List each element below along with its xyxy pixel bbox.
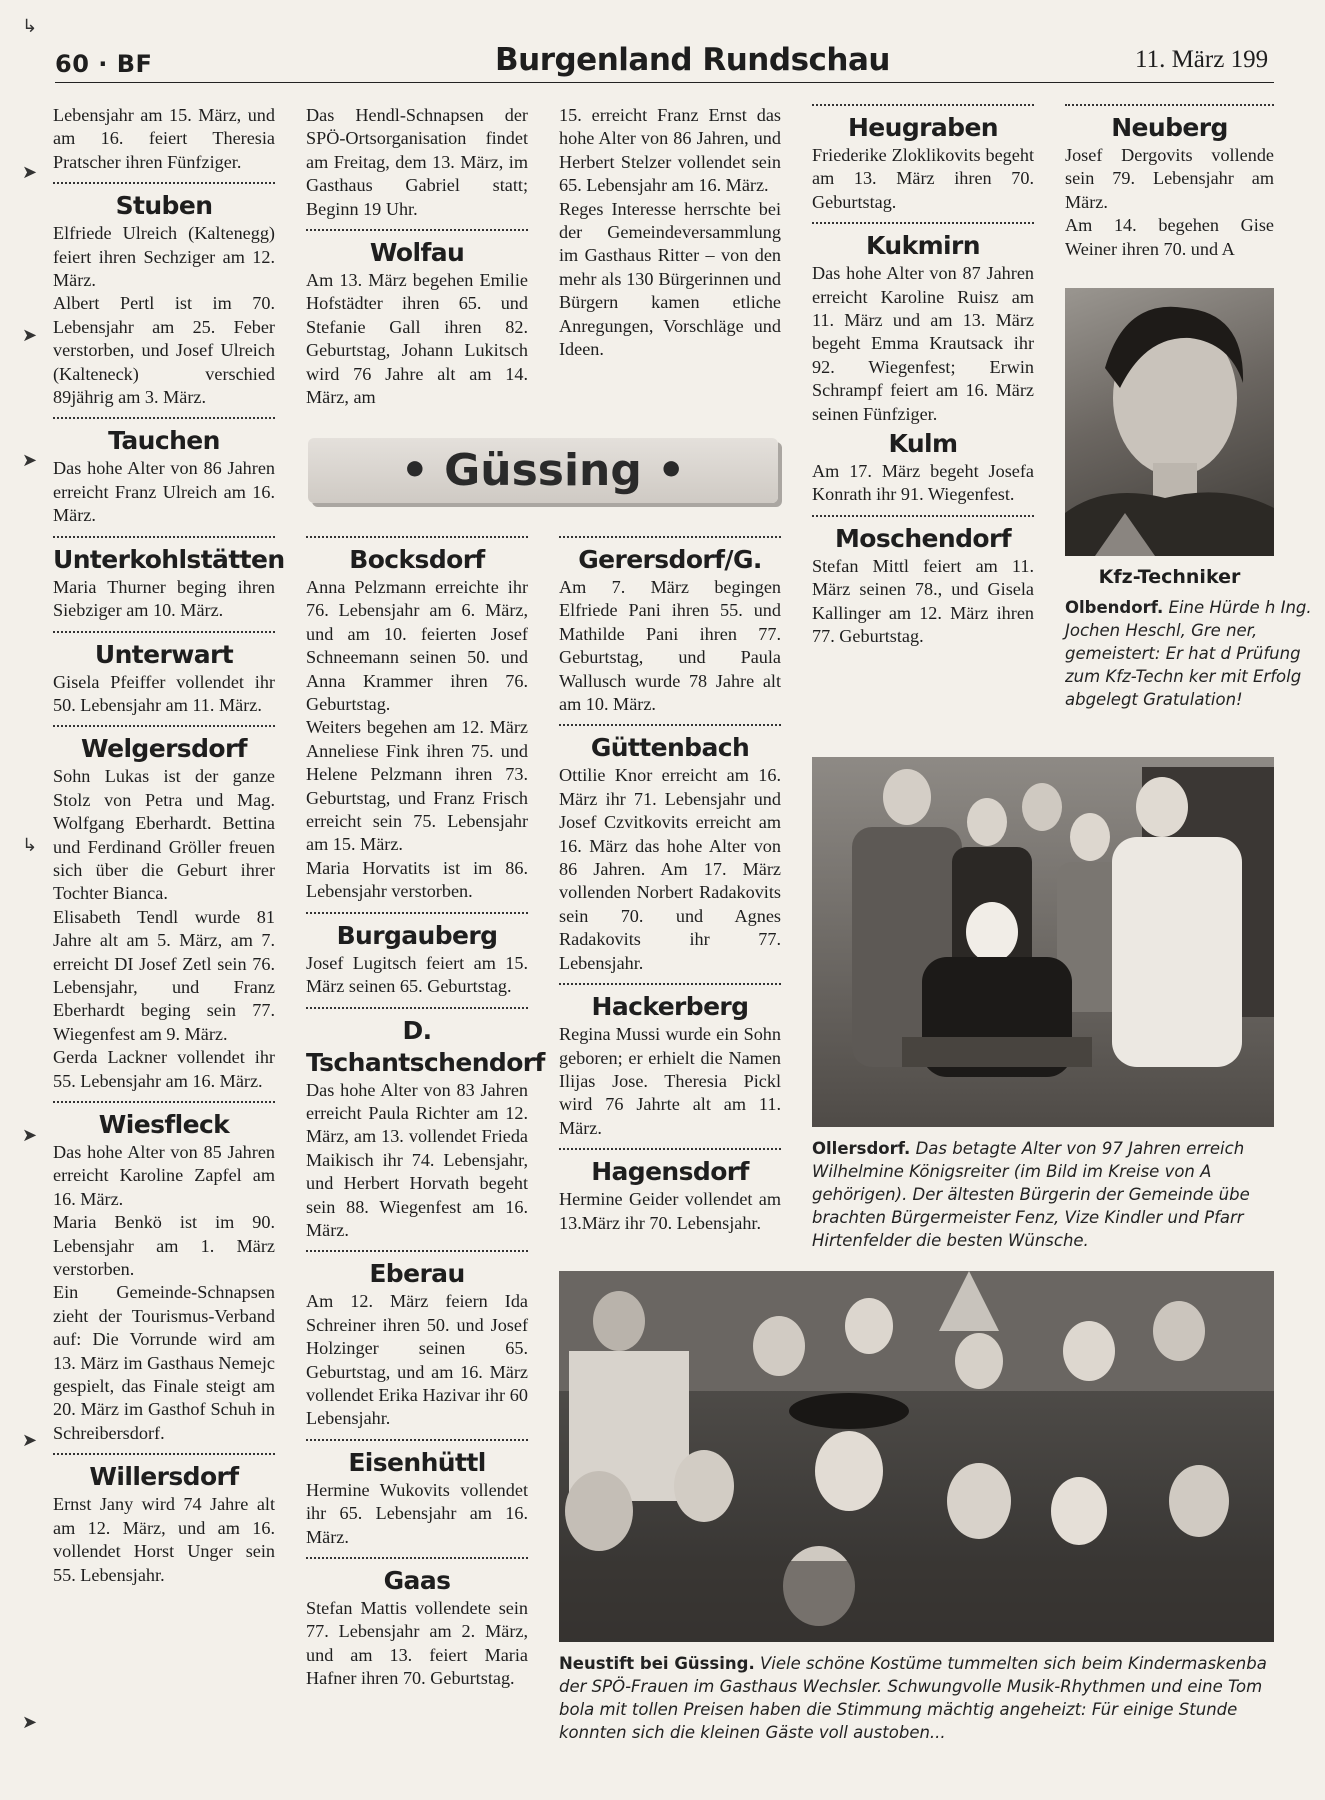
article-text: Josef Lugitsch feiert am 15. März seinen 65. Geburtstag.	[306, 952, 528, 997]
section-heading-bocksdorf: Bocksdorf	[306, 536, 528, 576]
article-text: Ernst Jany wird 74 Jahre alt am 12. März, und am 16. vollendet Horst Unger sein 55. Lebensjahr.	[53, 1494, 275, 1585]
hole-punch-mark-icon: ➤	[22, 162, 38, 183]
article-text: Friederike Zloklikovits begeht am 13. März ihren 70. Geburtstag.	[812, 145, 1034, 212]
article-text: Sohn Lukas ist der ganze Stolz von Petra und Mag. Wolfgang Eberhardt. Bettina und Ferdinand Gröller freuen sich über die Geburt ihrer Tochter Bianca.	[53, 766, 275, 904]
section-heading-tauchen: Tauchen	[53, 417, 275, 457]
article-text: Hermine Wukovits vollendet ihr 65. Lebensjahr am 16. März.	[306, 1479, 528, 1547]
article-text: Maria Benkö ist im 90. Lebensjahr am 1. März verstorben.	[53, 1212, 275, 1280]
caption-place: Olbendorf.	[1065, 598, 1164, 617]
photo-children-costume-party	[559, 1271, 1274, 1642]
issue-date: 11. März 199	[1135, 46, 1269, 73]
column-3	[559, 104, 781, 361]
section-heading-burgauberg: Burgauberg	[306, 912, 528, 952]
article-text: Hermine Geider vollendet am 13.März ihr 70. Lebensjahr.	[559, 1189, 781, 1233]
article-text: Regina Mussi wurde ein Sohn geboren; er erhielt die Namen Ilijas Jose. Theresia Pickl wird 76 Jahrte alt am 11. März.	[559, 1024, 781, 1138]
region-banner-guessing: • Güssing •	[308, 438, 778, 503]
caption-text: Eine Hürde h Ing. Jochen Heschl, Gre ner, gemeistert: Er hat d Prüfung zum Kfz-Techn ker mit Erfolg abgelegt Gratulation!	[1065, 598, 1312, 709]
caption-text: Das betagte Alter von 97 Jahren erreich Wilhelmine Königsreiter (im Bild im Kreise von A gehörigen). Der ältesten Bürgerin der Gemeinde übe brachten Bürgermeister Fenz, Vize Kindler und Pfarr Hirtenfelder die besten Wünsche.	[812, 1139, 1250, 1250]
section-heading-hagensdorf: Hagensdorf	[559, 1148, 781, 1188]
photo-caption-ollersdorf	[812, 1137, 1292, 1252]
hole-punch-mark-icon: ➤	[22, 450, 38, 471]
hole-punch-mark-icon: ↳	[22, 16, 38, 37]
section-heading-welgersdorf: Welgersdorf	[53, 725, 275, 765]
article-text: Elfriede Ulreich (Kaltenegg) feiert ihren Sechziger am 12. März.	[53, 223, 275, 291]
section-heading-gaas: Gaas	[306, 1557, 528, 1597]
article-text: Am 14. begehen Gise Weiner ihren 70. und A	[1065, 215, 1274, 259]
section-heading-eberau: Eberau	[306, 1250, 528, 1290]
article-text: Das Hendl-Schnapsen der SPÖ-Ortsorganisation findet am Freitag, dem 13. März, im Gasthaus Gabriel statt; Beginn 19 Uhr.	[306, 105, 528, 219]
article-text: Am 13. März begehen Emilie Hofstädter ihren 65. und Stefanie Gall ihren 82. Geburtstag, Johann Lukitsch wird 76 Jahre alt am 14. März, am	[306, 270, 528, 408]
article-text: Am 17. März begeht Josefa Konrath ihr 91. Wiegenfest.	[812, 461, 1034, 505]
section-heading-tschantschendorf: D. Tschantschendorf	[306, 1007, 528, 1079]
hole-punch-mark-icon: ➤	[22, 1125, 38, 1146]
column-4	[812, 104, 1034, 649]
article-text: Stefan Mittl feiert am 11. März seinen 78., und Gisela Kallinger am 12. März ihren 77. Geburtstag.	[812, 555, 1034, 647]
caption-place: Neustift bei Güssing.	[559, 1654, 755, 1673]
section-heading-kulm: Kulm	[888, 429, 958, 459]
article-text: Das hohe Alter von 83 Jahren erreicht Paula Richter am 12. März, am 13. vollendet Frieda Maikisch ihr 74. Lebensjahr, und Herbert Horvath begeht sein 88. Wiegenfest am 16. März.	[306, 1079, 528, 1240]
article-text: Maria Thurner beging ihren Siebziger am 10. März.	[53, 576, 275, 621]
section-heading-willersdorf: Willersdorf	[53, 1453, 275, 1493]
article-text: Das hohe Alter von 86 Jahren erreicht Franz Ulreich am 16. März.	[53, 458, 275, 526]
section-heading-wiesfleck: Wiesfleck	[53, 1101, 275, 1141]
section-heading-wolfau: Wolfau	[306, 229, 528, 269]
article-text: Albert Pertl ist im 70. Lebensjahr am 25. Feber verstorben, und Josef Ulreich (Kalteneck) verschied 89jährig am 3. März.	[53, 293, 275, 408]
article-text: Weiters begehen am 12. März Anneliese Fink ihren 75. und Helene Pelzmann ihren 73. Geburtstag, und Franz Frisch erreicht sein 75. Lebensjahr am 15. März.	[306, 717, 528, 855]
article-text: Josef Dergovits vollende sein 79. Lebensjahr am März.	[1065, 145, 1274, 212]
article-text: Gisela Pfeiffer vollendet ihr 50. Lebensjahr am 11. März.	[53, 671, 275, 715]
section-heading-unterkohlstaetten: Unterkohlstätten	[53, 536, 275, 576]
article-text: 15. erreicht Franz Ernst das hohe Alter von 86 Jahren, und Herbert Stelzer vollendet sein 65. Lebensjahr am 16. März.	[559, 105, 781, 196]
section-heading-stuben: Stuben	[53, 182, 275, 222]
section-heading-eisenhuettl: Eisenhüttl	[306, 1439, 528, 1479]
article-text: Am 12. März feiern Ida Schreiner ihren 50. und Josef Holzinger seinen 65. Geburtstag, und am 16. März vollendet Erika Hazivar ihr 60 Lebensjahr.	[306, 1291, 528, 1429]
article-text: Ein Gemeinde-Schnapsen zieht der Tourismus-Verband auf: Die Vorrunde wird am 13. März im Gasthaus Nemejc gespielt, das Finale steigt am 20. März im Gasthof Schuh in Schreibersdorf.	[53, 1282, 275, 1443]
photo-group-ollersdorf	[812, 757, 1274, 1127]
article-text: Ottilie Knor erreicht am 16. März ihr 71. Lebensjahr und Josef Czvitkovits erreicht am 16. März das hohe Alter von 86 Jahren. Am 17. März vollenden Norbert Radakovits sein 70. und Agnes Radakovits ihr 77. Lebensjahr.	[559, 765, 781, 973]
section-heading-kukmirn: Kukmirn	[812, 222, 1034, 262]
page-number: 60 · BF	[55, 50, 153, 78]
photo-portrait-technician	[1065, 288, 1274, 556]
article-text: Das hohe Alter von 85 Jahren erreicht Karoline Zapfel am 16. März.	[53, 1142, 275, 1209]
photo-caption-kfz	[1065, 596, 1325, 711]
section-heading-heugraben: Heugraben	[812, 104, 1034, 144]
column-2-lower	[306, 528, 545, 1691]
article-text: Das hohe Alter von 87 Jahren erreicht Karoline Ruisz am 11. März und am 13. März begeht Emma Krautsack ihr 92. Wiegenfest; Erwin Schrampf feiert am 16. März seinen Fünfziger.	[812, 263, 1034, 424]
column-3-lower	[559, 528, 781, 1235]
article-text: Gerda Lackner vollendet ihr 55. Lebensjahr am 16. März.	[53, 1047, 275, 1091]
caption-title-kfz: Kfz-Techniker	[1098, 566, 1241, 588]
column-2	[306, 104, 528, 409]
article-text: Stefan Mattis vollendete sein 77. Lebensjahr am 2. März, und am 13. feiert Maria Hafner ihren 70. Geburtstag.	[306, 1598, 528, 1689]
section-heading-moschendorf: Moschendorf	[812, 515, 1034, 555]
section-heading-neuberg: Neuberg	[1065, 104, 1274, 144]
caption-place: Ollersdorf.	[812, 1139, 911, 1158]
article-text: Anna Pelzmann erreichte ihr 76. Lebensjahr am 6. März, und am 10. feierten Josef Schneemann seinen 50. und Anna Krammer ihren 76. Geburtstag.	[306, 577, 528, 715]
page-header	[55, 38, 1274, 83]
hole-punch-mark-icon: ➤	[22, 1430, 38, 1451]
article-text: Reges Interesse herrschte bei der Gemeindeversammlung im Gasthaus Ritter – von den mehr als 130 Bürgerinnen und Bürgern kamen etliche Anregungen, Vorschläge und Ideen.	[559, 198, 781, 360]
photo-caption-neustift	[559, 1652, 1299, 1744]
article-text: Elisabeth Tendl wurde 81 Jahre alt am 5. März, am 7. erreicht DI Josef Zetl sein 76. Lebensjahr, und Franz Eberhardt beging sein 77. Wiegenfest am 9. März.	[53, 906, 275, 1044]
hole-punch-mark-icon: ➤	[22, 1712, 38, 1733]
hole-punch-mark-icon: ↳	[22, 835, 38, 856]
section-heading-guettenbach: Güttenbach	[559, 724, 781, 764]
article-text: Am 7. März begingen Elfriede Pani ihren 55. und Mathilde Pani ihren 77. Geburtstag, und Paula Wallusch wurde 78 Jahre alt am 10. März.	[559, 577, 781, 715]
column-1	[53, 104, 285, 1587]
hole-punch-mark-icon: ➤	[22, 325, 38, 346]
article-text: Lebensjahr am 15. März, und am 16. feiert Theresia Pratscher ihren Fünfziger.	[53, 105, 275, 172]
section-heading-unterwart: Unterwart	[53, 631, 275, 671]
column-5	[1065, 104, 1274, 284]
section-heading-hackerberg: Hackerberg	[559, 983, 781, 1023]
caption-text: Viele schöne Kostüme tummelten sich beim Kindermaskenba der SPÖ-Frauen im Gasthaus Wechsler. Schwungvolle Musik-Rhythmen und eine Tom bola mit tollen Preisen haben die Stimmung mächtig angeheizt: Für einige Stunde konnten sich die kleinen Gäste voll austoben...	[559, 1654, 1267, 1742]
newspaper-title: Burgenland Rundschau	[495, 42, 890, 78]
section-heading-gerersdorf: Gerersdorf/G.	[559, 536, 781, 576]
article-text: Maria Horvatits ist im 86. Lebensjahr verstorben.	[306, 857, 528, 902]
